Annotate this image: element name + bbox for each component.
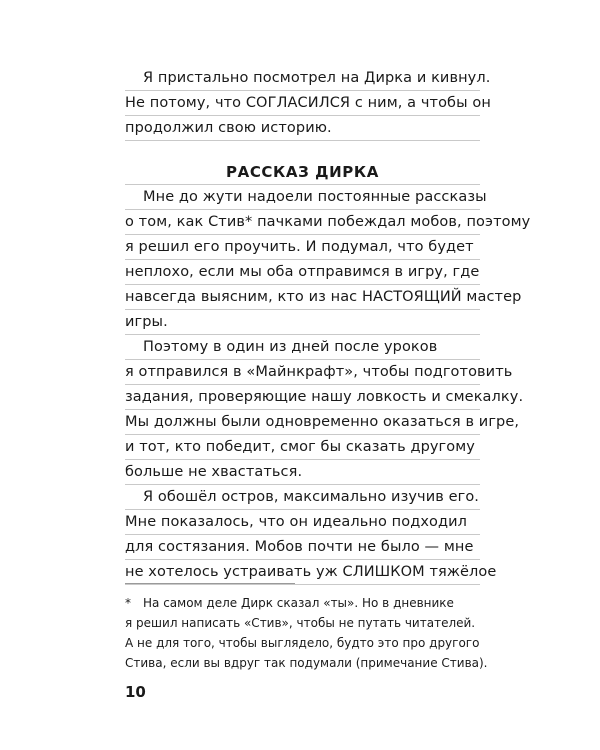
text-line: не хотелось устраивать уж СЛИШКОМ тяжёлое (125, 560, 480, 585)
text-line: Я пристально посмотрел на Дирка и кивнул. (125, 66, 480, 91)
text-line: Поэтому в один из дней после уроков (125, 335, 480, 360)
text-line: для состязания. Мобов почти не было — мне (125, 535, 480, 560)
text-line: о том, как Стив* пачками побеждал мобов, поэтому (125, 210, 480, 235)
footnote-text: На самом деле Дирк сказал «ты». Но в дневнике (143, 596, 454, 610)
intro-paragraph (125, 66, 491, 141)
text-line: неплохо, если мы оба отправимся в игру, где (125, 260, 480, 285)
text-line: продолжил свою историю. (125, 116, 480, 141)
text-line: Мне показалось, что он идеально подходил (125, 510, 480, 535)
footnote-line: А не для того, чтобы выглядело, будто это про другого (125, 636, 480, 650)
story-title: РАССКАЗ ДИРКА (125, 160, 480, 185)
text-line: Я обошёл остров, максимально изучив его. (125, 485, 480, 510)
page-number: 10 (125, 683, 146, 701)
footnote-marker: * (125, 596, 131, 610)
text-line: задания, проверяющие нашу ловкость и смекалку. (125, 385, 480, 410)
text-line: я решил его проучить. И подумал, что будет (125, 235, 480, 260)
footnote-line: Стива, если вы вдруг так подумали (примечание Стива). (125, 656, 488, 670)
text-line: и тот, кто победит, смог бы сказать другому (125, 435, 480, 460)
footnote-line: я решил написать «Стив», чтобы не путать читателей. (125, 616, 476, 630)
text-line: навсегда выясним, кто из нас НАСТОЯЩИЙ мастер (125, 285, 480, 310)
text-line: я отправился в «Майнкрафт», чтобы подготовить (125, 360, 480, 385)
footnote-line (125, 593, 480, 613)
footnote (125, 593, 488, 673)
footnote-divider (125, 583, 295, 584)
text-line: Мне до жути надоели постоянные рассказы (125, 185, 480, 210)
story-section (125, 160, 531, 585)
text-line: больше не хвастаться. (125, 460, 480, 485)
text-line: Мы должны были одновременно оказаться в игре, (125, 410, 480, 435)
text-line: Не потому, что СОГЛАСИЛСЯ с ним, а чтобы он (125, 91, 480, 116)
text-line: игры. (125, 310, 480, 335)
